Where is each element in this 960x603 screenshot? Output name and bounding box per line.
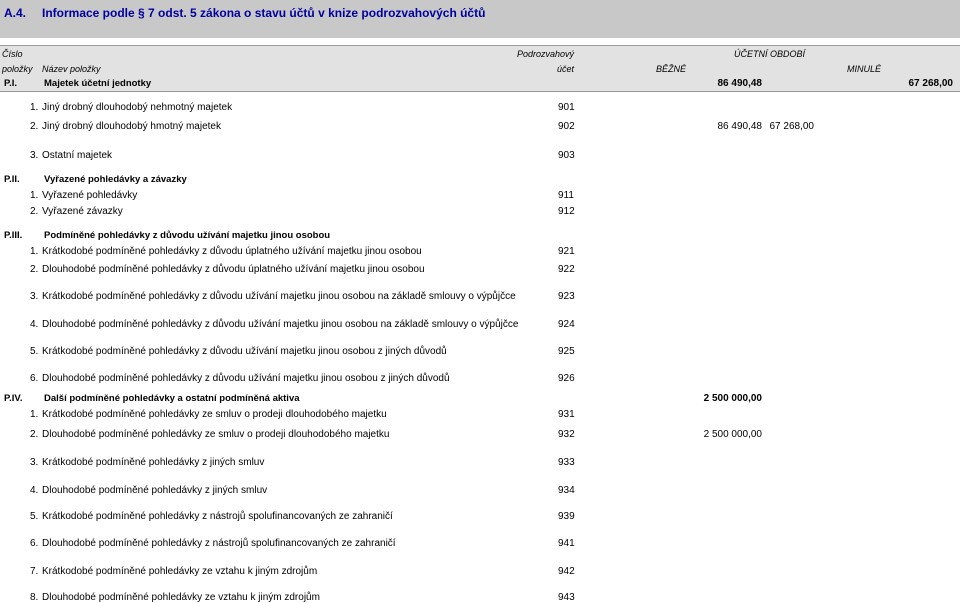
section-title: Podmíněné pohledávky z důvodu užívání majetku jinou osobou <box>44 230 331 241</box>
item-number: 2. <box>30 206 39 217</box>
item-account: 925 <box>558 346 575 357</box>
item-number: 8. <box>30 592 39 603</box>
header-nazev: Název položky <box>42 64 101 74</box>
header-ucet: účet <box>556 64 574 74</box>
item-account: 903 <box>558 150 575 161</box>
section-minule-value: 67 268,00 <box>908 78 953 89</box>
item-account: 924 <box>558 319 575 330</box>
item-account: 943 <box>558 592 575 603</box>
item-number: 5. <box>30 511 39 522</box>
item-name: Jiný drobný dlouhodobý hmotný majetek <box>42 121 221 132</box>
section-title: Další podmíněné pohledávky a ostatní podmíněná aktiva <box>44 393 300 404</box>
item-name: Krátkodobé podmíněné pohledávky ze smluv o prodeji dlouhodobého majetku <box>42 409 387 420</box>
header-minule: MINULÉ <box>847 64 882 74</box>
item-account: 942 <box>558 566 575 577</box>
item-account: 901 <box>558 102 575 113</box>
item-number: 1. <box>30 190 39 201</box>
item-name: Ostatní majetek <box>42 150 113 161</box>
header-bezne: BĚŽNÉ <box>656 64 687 74</box>
item-account: 923 <box>558 291 575 302</box>
item-name: Dlouhodobé podmíněné pohledávky z jiných smluv <box>42 485 268 496</box>
item-number: 1. <box>30 246 39 257</box>
item-number: 2. <box>30 429 39 440</box>
header-polozky: položky <box>2 64 33 74</box>
item-number: 1. <box>30 102 39 113</box>
section-title: Majetek účetní jednotky <box>44 78 152 89</box>
section-id: P.II. <box>4 174 20 185</box>
page-title: Informace podle § 7 odst. 5 zákona o stavu účtů v knize podrozvahových účtů <box>42 6 486 20</box>
item-account: 941 <box>558 538 575 549</box>
item-name: Dlouhodobé podmíněné pohledávky z nástrojů spolufinancovaných ze zahraničí <box>42 538 396 549</box>
item-number: 2. <box>30 121 39 132</box>
section-id: P.I. <box>4 78 18 89</box>
item-number: 5. <box>30 346 39 357</box>
item-account: 933 <box>558 457 575 468</box>
item-name: Dlouhodobé podmíněné pohledávky ze smluv o prodeji dlouhodobého majetku <box>42 429 390 440</box>
item-number: 4. <box>30 485 39 496</box>
item-name: Krátkodobé podmíněné pohledávky z nástrojů spolufinancovaných ze zahraničí <box>42 511 393 522</box>
item-number: 2. <box>30 264 39 275</box>
item-name: Krátkodobé podmíněné pohledávky z důvodu užívání majetku jinou osobou na základě smlouvy o výpůjčce <box>42 291 516 302</box>
item-account: 902 <box>558 121 575 132</box>
header-ucetni-obdobi: ÚČETNÍ OBDOBÍ <box>734 49 806 59</box>
section-id: P.IV. <box>4 393 23 404</box>
item-account: 926 <box>558 373 575 384</box>
item-number: 3. <box>30 150 39 161</box>
header-bottom-border <box>0 91 960 92</box>
item-bezne-value: 86 490,48 <box>717 121 762 132</box>
item-name: Vyřazené pohledávky <box>42 190 138 201</box>
item-name: Krátkodobé podmíněné pohledávky z důvodu úplatného užívání majetku jinou osobou <box>42 246 422 257</box>
section-bezne-value: 86 490,48 <box>717 78 762 89</box>
header-podrozvahovy: Podrozvahový <box>516 49 574 59</box>
item-account: 921 <box>558 246 575 257</box>
item-minule-value: 67 268,00 <box>769 121 814 132</box>
item-name: Dlouhodobé podmíněné pohledávky ze vztahu k jiným zdrojům <box>42 592 320 603</box>
item-number: 7. <box>30 566 39 577</box>
item-account: 932 <box>558 429 575 440</box>
item-number: 6. <box>30 538 39 549</box>
item-account: 931 <box>558 409 575 420</box>
item-number: 3. <box>30 457 39 468</box>
item-account: 934 <box>558 485 575 496</box>
title-number: A.4. <box>4 6 27 20</box>
section-id: P.III. <box>4 230 23 241</box>
item-name: Krátkodobé podmíněné pohledávky z jiných smluv <box>42 457 265 468</box>
item-name: Vyřazené závazky <box>42 206 123 217</box>
item-account: 912 <box>558 206 575 217</box>
item-name: Jiný drobný dlouhodobý nehmotný majetek <box>42 102 233 113</box>
header-top-border <box>0 45 960 46</box>
item-account: 922 <box>558 264 575 275</box>
item-number: 6. <box>30 373 39 384</box>
item-account: 911 <box>558 190 574 201</box>
section-title: Vyřazené pohledávky a závazky <box>44 174 187 185</box>
header-cislo: Číslo <box>2 49 23 59</box>
item-name: Krátkodobé podmíněné pohledávky z důvodu užívání majetku jinou osobou z jiných důvodů <box>42 346 447 357</box>
item-number: 1. <box>30 409 39 420</box>
item-name: Dlouhodobé podmíněné pohledávky z důvodu užívání majetku jinou osobou na základě smlouvy o výpůjčce <box>42 319 519 330</box>
item-number: 3. <box>30 291 39 302</box>
item-account: 939 <box>558 511 575 522</box>
item-name: Dlouhodobé podmíněné pohledávky z důvodu úplatného užívání majetku jinou osobou <box>42 264 425 275</box>
item-number: 4. <box>30 319 39 330</box>
item-bezne-value: 2 500 000,00 <box>703 429 762 440</box>
item-name: Krátkodobé podmíněné pohledávky ze vztahu k jiným zdrojům <box>42 566 318 577</box>
item-name: Dlouhodobé podmíněné pohledávky z důvodu užívání majetku jinou osobou z jiných důvodů <box>42 373 450 384</box>
section-bezne-value: 2 500 000,00 <box>703 393 762 404</box>
